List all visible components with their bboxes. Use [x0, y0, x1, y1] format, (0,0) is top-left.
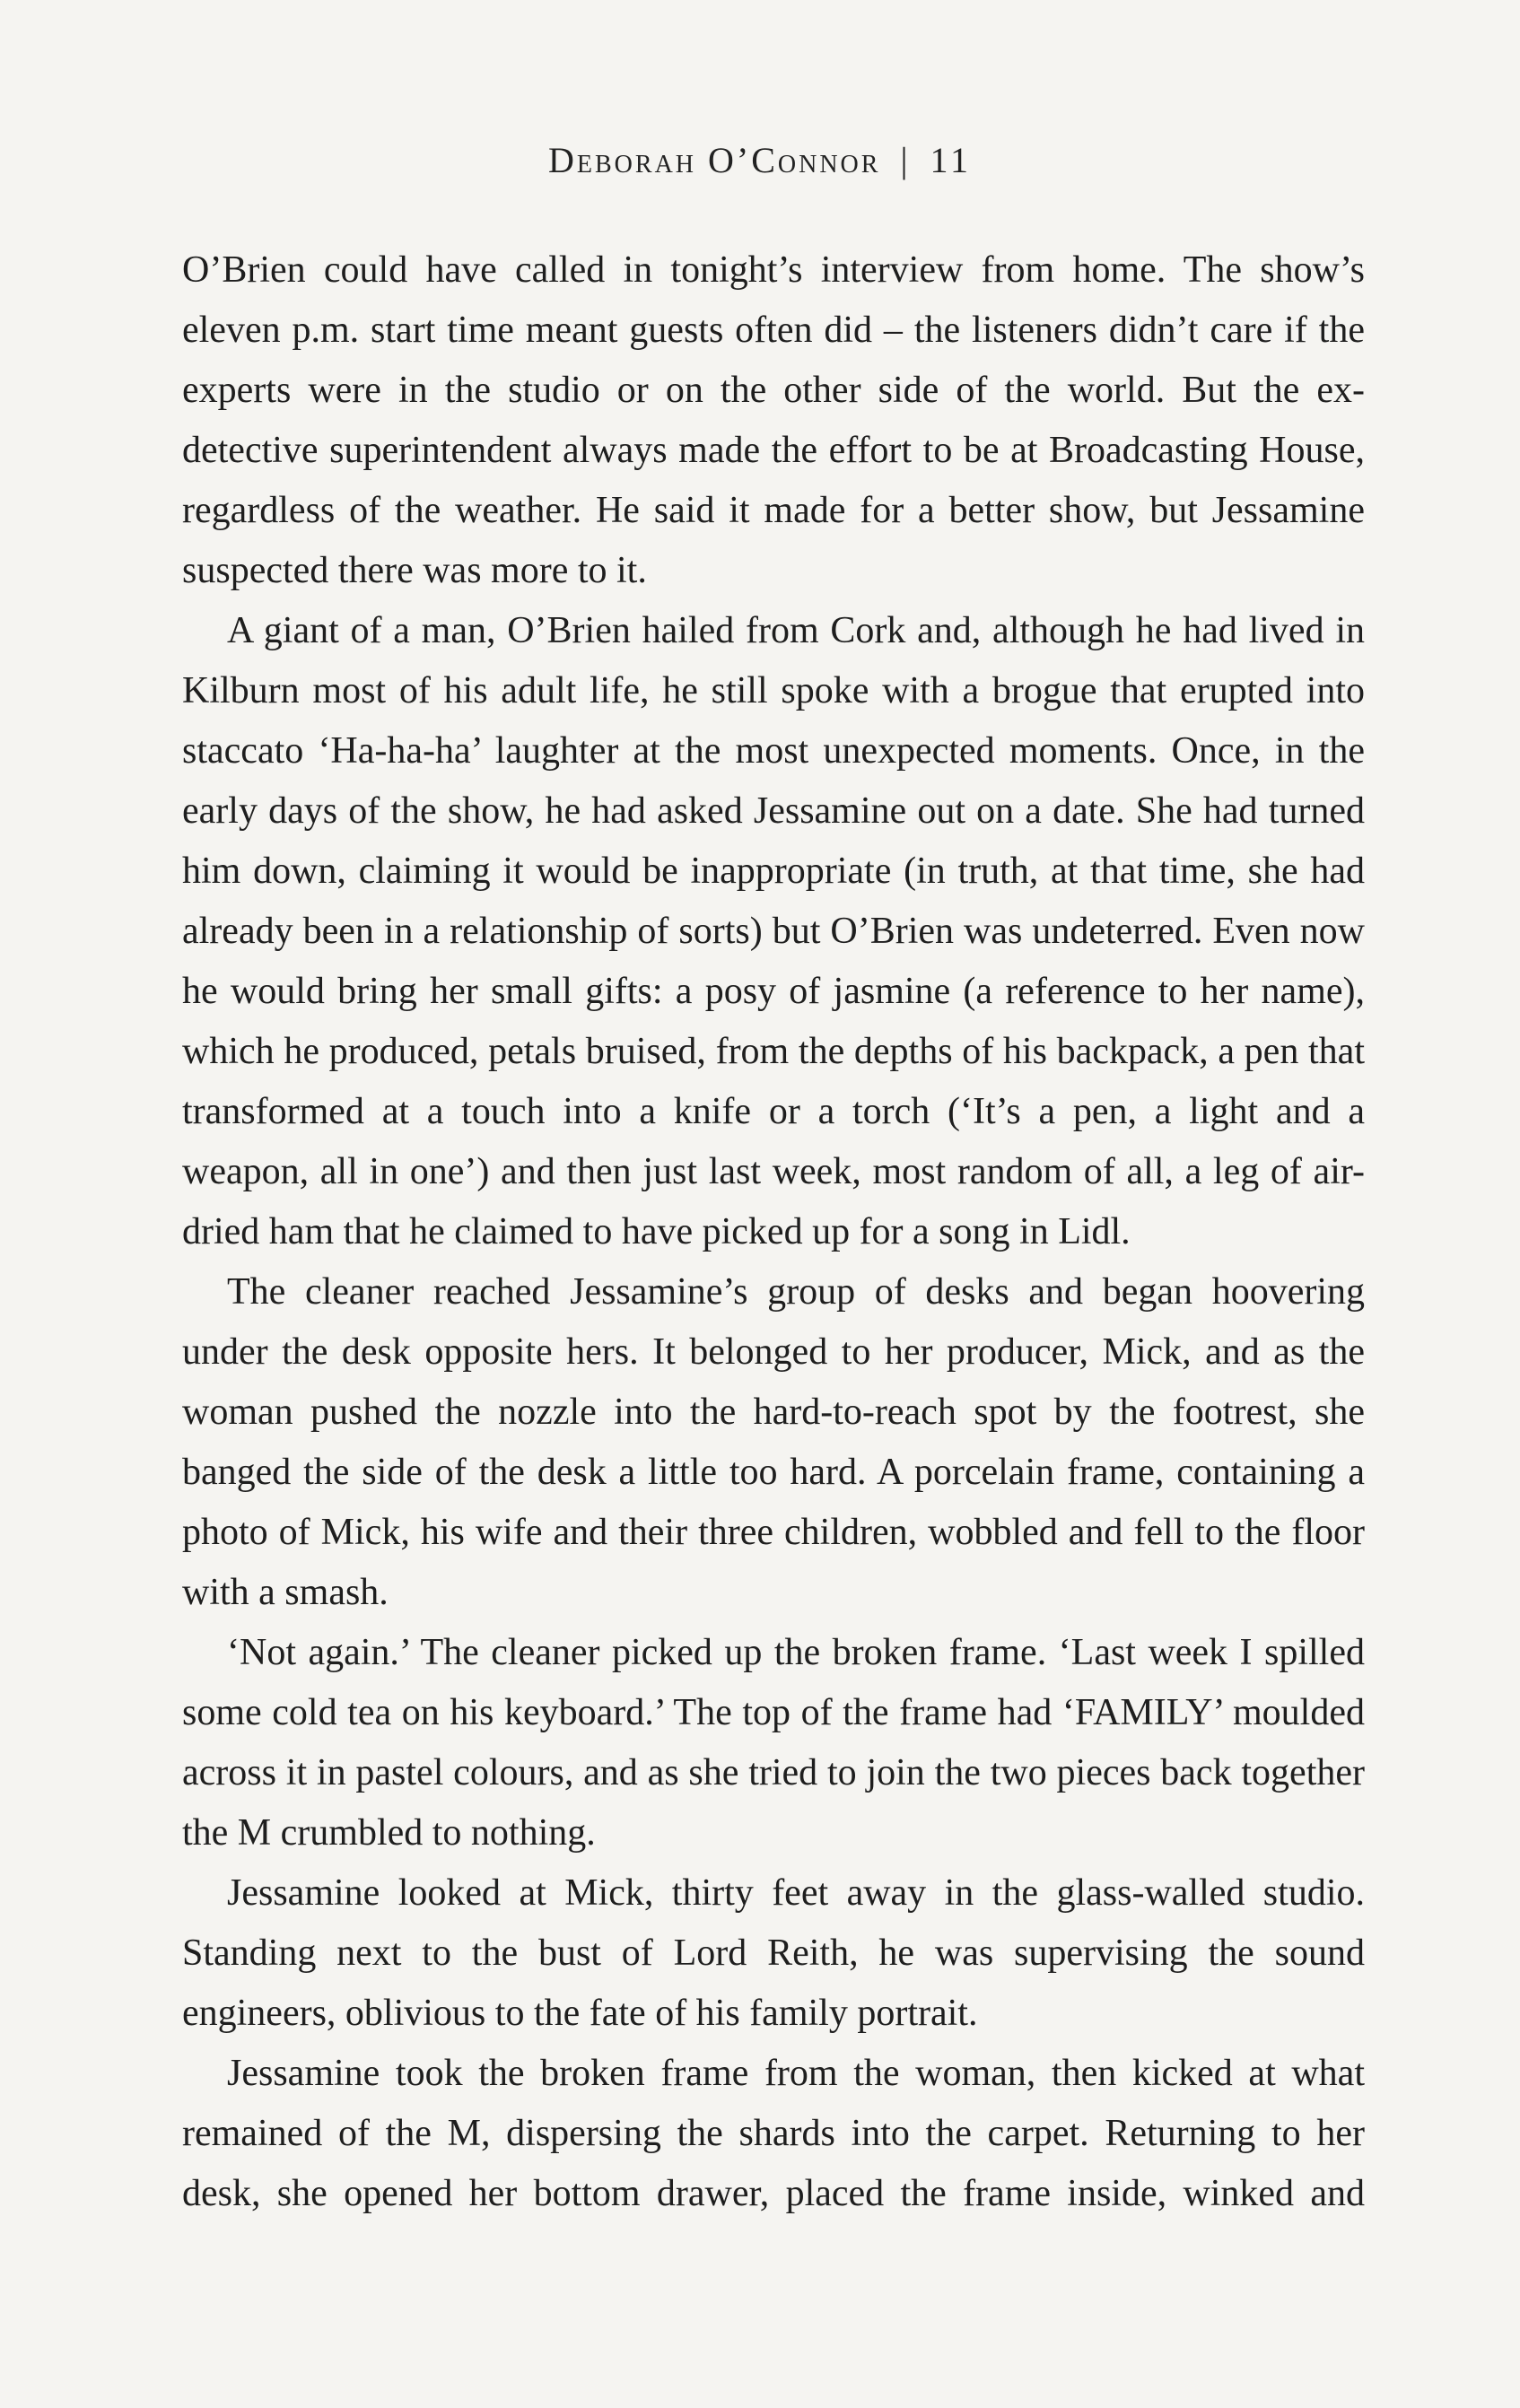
- paragraph-2: A giant of a man, O’Brien hailed from Cork and, although he had lived in Kilburn most of his adult life, he still spoke with a brogue that erupted into staccato ‘Ha-ha-ha’ laughter at the most unexpected moments. Once, in the early days of the show, he had asked Jessamine out on a date. She had turned him down, claiming it would be inappropriate (in truth, at that time, she had already been in a relationship of sorts) but O’Brien was undeterred. Even now he would bring her small gifts: a posy of jasmine (a reference to her name), which he produced, petals bruised, from the depths of his backpack, a pen that transformed at a touch into a knife or a torch (‘It’s a pen, a light and a weapon, all in one’) and then just last week, most random of all, a leg of air-dried ham that he claimed to have picked up for a song in Lidl.: [182, 610, 1365, 1252]
- body-text: [182, 240, 1365, 2224]
- running-header: [0, 139, 1520, 181]
- paragraph-4: ‘Not again.’ The cleaner picked up the broken frame. ‘Last week I spilled some cold tea on his keyboard.’ The top of the frame had ‘FAMILY’ moulded across it in pastel colours, and as she tried to join the two pieces back together the M crumbled to nothing.: [182, 1632, 1365, 1854]
- header-author: Deborah O’Connor: [548, 140, 881, 180]
- header-separator: |: [900, 140, 911, 180]
- paragraph-1: O’Brien could have called in tonight’s interview from home. The show’s eleven p.m. start time meant guests often did – the listeners didn’t care if the experts were in the studio or on the other side of the world. But the ex-detective superintendent always made the effort to be at Broadcasting House, regardless of the weather. He said it made for a better show, but Jessamine suspected there was more to it.: [182, 249, 1365, 591]
- paragraph-5: Jessamine looked at Mick, thirty feet away in the glass-walled studio. Standing next to the bust of Lord Reith, he was supervising the sound engineers, oblivious to the fate of his family portrait.: [182, 1872, 1365, 2034]
- paragraph-6: Jessamine took the broken frame from the woman, then kicked at what remained of the M, dispersing the shards into the carpet. Returning to her desk, she opened her bottom drawer, placed the frame inside, winked and: [182, 2053, 1365, 2214]
- page-number: 11: [930, 140, 972, 180]
- paragraph-3: The cleaner reached Jessamine’s group of desks and began hoovering under the desk opposite hers. It belonged to her producer, Mick, and as the woman pushed the nozzle into the hard-to-reach spot by the footrest, she banged the side of the desk a little too hard. A porcelain frame, containing a photo of Mick, his wife and their three children, wobbled and fell to the floor with a smash.: [182, 1271, 1365, 1613]
